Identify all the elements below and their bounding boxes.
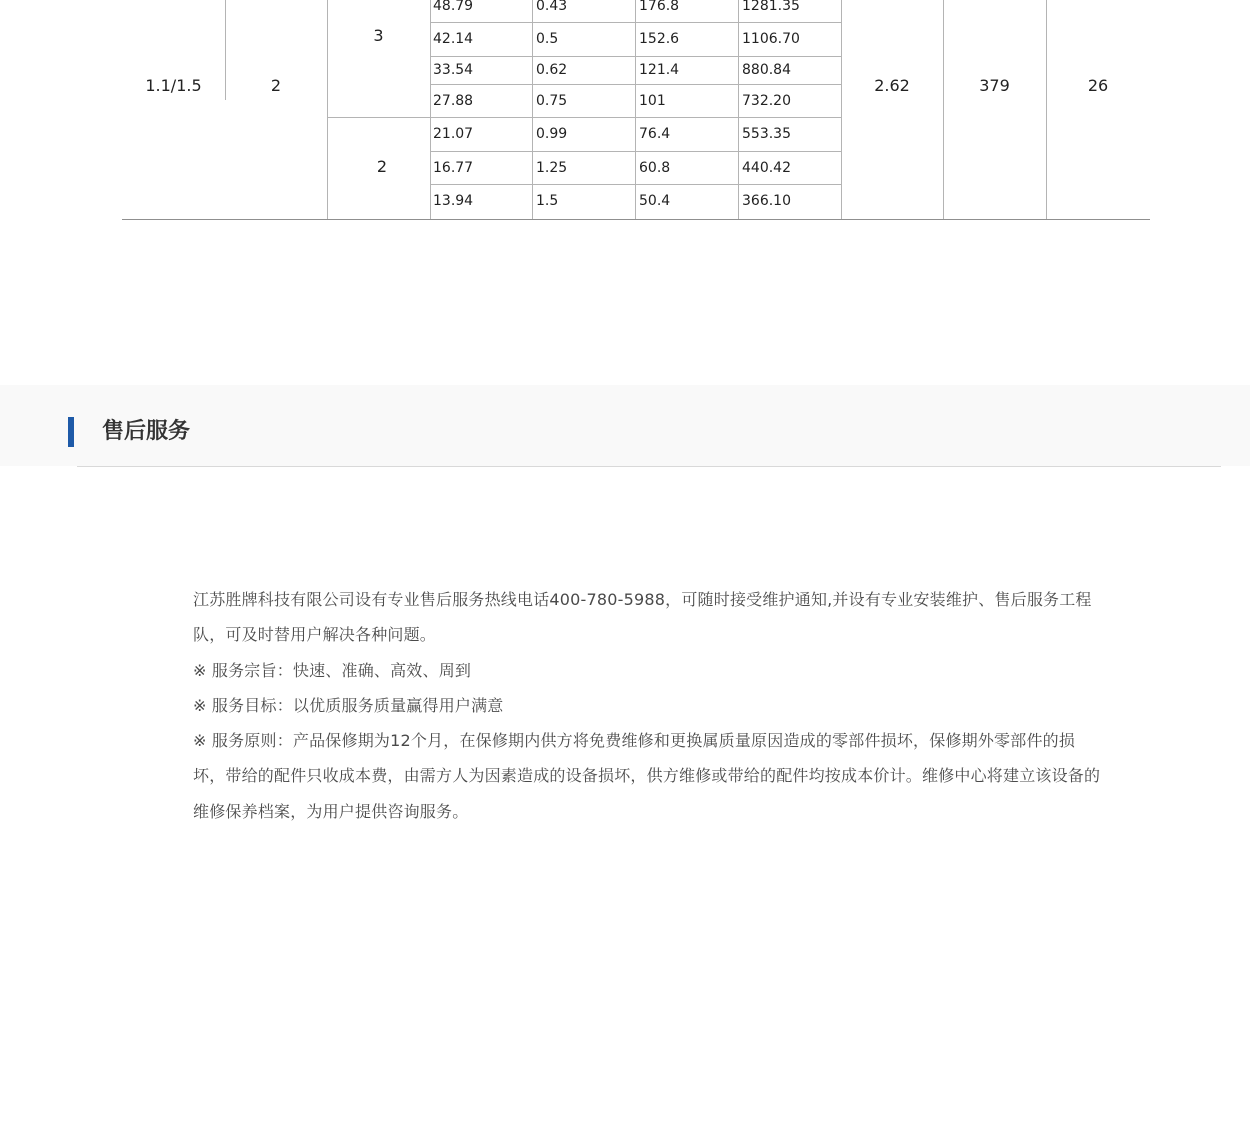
service-goal: ※ 服务目标：以优质服务质量赢得用户满意 bbox=[193, 695, 504, 715]
table-cell: 76.4 bbox=[639, 126, 671, 142]
service-description bbox=[193, 582, 1105, 829]
table-vline bbox=[635, 0, 636, 219]
table-cell: 101 bbox=[639, 93, 666, 109]
table-cell: 152.6 bbox=[639, 31, 680, 47]
table-cell: 27.88 bbox=[433, 93, 474, 109]
table-cell-value: 26 bbox=[1087, 76, 1109, 95]
table-cell: 1106.70 bbox=[742, 31, 800, 47]
table-cell: 42.14 bbox=[433, 31, 474, 47]
table-vline bbox=[841, 0, 842, 219]
table-cell: 60.8 bbox=[639, 160, 671, 176]
table-cell-subgroup: 2 bbox=[376, 157, 388, 176]
table-cell: 1.5 bbox=[536, 193, 559, 209]
table-cell: 0.43 bbox=[536, 0, 568, 14]
table-cell: 1281.35 bbox=[742, 0, 800, 14]
section-divider bbox=[77, 466, 1221, 467]
table-vline bbox=[532, 0, 533, 219]
section-title: 售后服务 bbox=[102, 419, 191, 444]
table-cell: 33.54 bbox=[433, 62, 474, 78]
table-hline bbox=[430, 56, 841, 57]
table-cell: 0.99 bbox=[536, 126, 568, 142]
table-cell: 48.79 bbox=[433, 0, 474, 14]
spec-table bbox=[122, 0, 1150, 220]
table-hline bbox=[430, 84, 841, 85]
table-cell-size: 1.1/1.5 bbox=[145, 76, 202, 95]
service-intro-paragraph: 江苏胜牌科技有限公司设有专业售后服务热线电话400-780-5988，可随时接受维护通知,并设有专业安装维护、售后服务工程队，可及时替用户解决各种问题。 bbox=[193, 590, 1092, 645]
table-cell-value: 379 bbox=[979, 76, 1010, 95]
table-cell: 0.5 bbox=[536, 31, 559, 47]
table-cell: 0.62 bbox=[536, 62, 568, 78]
table-cell: 50.4 bbox=[639, 193, 671, 209]
table-cell: 553.35 bbox=[742, 126, 791, 142]
table-cell: 21.07 bbox=[433, 126, 474, 142]
table-vline bbox=[430, 0, 431, 219]
table-cell: 732.20 bbox=[742, 93, 791, 109]
table-cell: 16.77 bbox=[433, 160, 474, 176]
section-accent-bar bbox=[68, 417, 74, 447]
service-purpose: ※ 服务宗旨：快速、准确、高效、周到 bbox=[193, 660, 472, 680]
table-cell: 176.8 bbox=[639, 0, 680, 14]
table-cell: 0.75 bbox=[536, 93, 568, 109]
table-vline bbox=[1046, 0, 1047, 219]
table-vline bbox=[738, 0, 739, 219]
table-cell: 1.25 bbox=[536, 160, 568, 176]
table-cell-subgroup: 3 bbox=[373, 26, 384, 45]
table-cell-value: 2.62 bbox=[874, 76, 910, 95]
table-cell: 121.4 bbox=[639, 62, 680, 78]
table-cell: 366.10 bbox=[742, 193, 791, 209]
table-hline bbox=[327, 117, 841, 118]
table-hline bbox=[430, 184, 841, 185]
table-vline bbox=[943, 0, 944, 219]
table-cell: 440.42 bbox=[742, 160, 791, 176]
table-hline bbox=[430, 22, 841, 23]
table-cell-group: 2 bbox=[270, 76, 282, 95]
table-cell: 880.84 bbox=[742, 62, 791, 78]
service-principle: ※ 服务原则：产品保修期为12个月，在保修期内供方将免费维修和更换属质量原因造成的零部件损坏，保修期外零部件的损坏，带给的配件只收成本费，由需方人为因素造成的设备损坏，供方维修或带给的配件均按成本价计。维修中心将建立该设备的维修保养档案，为用户提供咨询服务。 bbox=[193, 731, 1101, 821]
table-cell: 13.94 bbox=[433, 193, 474, 209]
table-hline bbox=[430, 151, 841, 152]
